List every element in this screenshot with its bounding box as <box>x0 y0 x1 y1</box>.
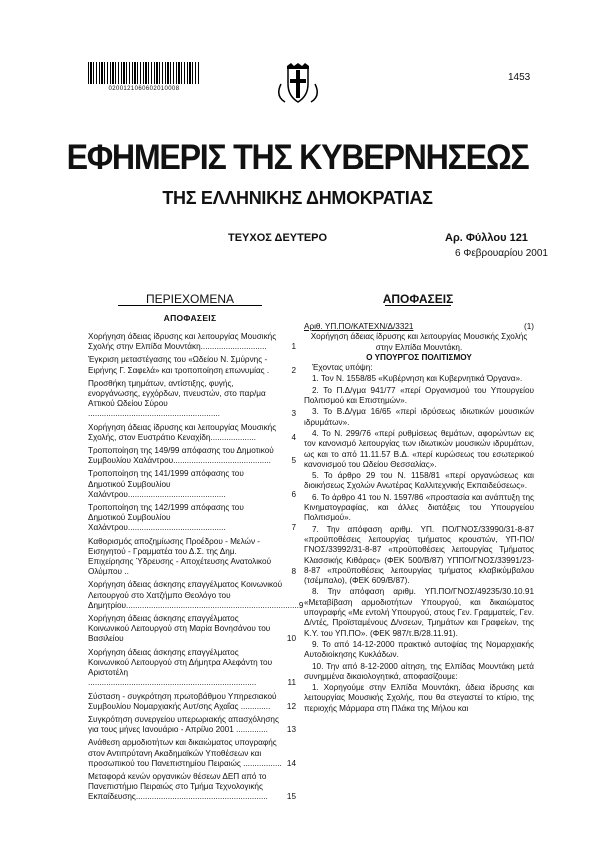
toc-item-page: 14 <box>286 758 296 768</box>
decision-paragraph: 3. Το Β.Δ/γμα 16/65 «περί ιδρύσεως ιδιωτικών μουσικών ιδρυμάτων». <box>304 407 534 427</box>
toc-item-page: 4 <box>291 432 296 442</box>
toc-item-page: 1 <box>291 342 296 352</box>
toc-item-text: Χορήγηση άδειας άσκησης επαγγέλματος Κοινωνικού Λειτουργού στη Δήμητρα Αλεφάντη του Αριστοτέλη .......................................................................... <box>88 647 273 688</box>
decision-subject: Χορήγηση άδειας ίδρυσης και λειτουργίας Μουσικής Σχολής στην Ελπίδα Μουντάκη. <box>310 332 528 352</box>
contents-heading: ΠΕΡΙΕΧΟΜΕΝΑ <box>145 292 235 306</box>
toc-item-page: 8 <box>291 567 296 577</box>
toc-item[interactable] <box>88 648 296 689</box>
toc-item-text: Χορήγηση άδειας άσκησης επαγγέλματος Κοινωνικού Λειτουργού στο Χατζήμπο Θεολόγο του Δημητρίου............................................................................ <box>88 580 299 610</box>
page-number: 1453 <box>508 72 531 83</box>
decision-body <box>304 322 534 715</box>
decision-paragraph: 4. Το Ν. 299/76 «περί ρυθμίσεως θεμάτων, αφορώντων εις τον κανονισμό λειτουργίας των ιδιωτικών μουσικών ιδρυμάτων, ως και το από 11.11.57 Β.Δ. «περί κυρώσεως του εσωτερικού κανονισμού του Ωδείου Θεσσαλίας». <box>304 428 534 469</box>
toc-item-text: Συγκρότηση συνεργείου υπερωριακής απασχόλησης για τους μήνες Ιανουάριο - Απρίλιο 2001 .............. <box>88 714 279 735</box>
decision-paragraph: 5. Το άρθρο 29 του Ν. 1158/81 «περί οργανώσεως και διοικήσεως Σχολών Ανωτέρας Καλλιτεχνικής Εκπαιδεύσεως». <box>304 471 534 491</box>
sheet-number: Αρ. Φύλλου 121 <box>445 232 528 244</box>
toc-item-text: Προσθήκη τμημάτων, αντίστιξης, φυγής, ενοργάνωσης, εγχόρδων, πνευστών, στο παρ/μα Αττικού Ωδείου Σύρου .......................................................... <box>88 378 266 419</box>
decision-paragraph: 8. Την απόφαση αριθμ. ΥΠ.ΠΟ/ΓΝΟΣ/49235/30.10.91 «Μεταβίβαση αρμοδιοτήτων Υπουργού, και δικαιώματος υπογραφής «Με εντολή Υπουργού, στους Γεν. Γραμματείς, Γεν. Δ/ντές, Προϊσταμένους Δ/νσεων, Τμημάτων και Γραφείων, της Κ.Υ. του ΥΠ.ΠΟ». (ΦΕΚ 987/τ.Β/28.11.91). <box>304 587 534 638</box>
toc-item-text: Χορήγηση άδειας ίδρυσης και λειτουργίας Μουσικής Σχολής στην Ελπίδα Μουντάκη............................. <box>88 332 277 352</box>
toc-item[interactable] <box>88 537 296 578</box>
toc-item-text: Τροποποίηση της 142/1999 απόφασης του Δημοτικού Συμβουλίου Χαλάντρου........................................... <box>88 503 244 533</box>
toc-item-page: 5 <box>291 456 296 466</box>
toc-item[interactable] <box>88 692 296 712</box>
toc-item-page: 2 <box>291 365 296 375</box>
toc-item[interactable] <box>88 738 296 769</box>
table-of-contents <box>88 332 304 806</box>
toc-item-page: 7 <box>291 523 296 533</box>
decision-paragraph: 1. Τον Ν. 1558/85 «Κυβέρνηση και Κυβερνητικά Όργανα». <box>312 374 523 384</box>
issue-date: 6 Φεβρουαρίου 2001 <box>455 248 548 259</box>
considering-line: Έχοντας υπόψη: <box>312 363 373 373</box>
decisions-heading: ΑΠΟΦΑΣΕΙΣ <box>382 292 454 306</box>
toc-item[interactable] <box>88 503 296 534</box>
toc-item-page: 15 <box>286 792 296 802</box>
toc-item-page: 9 <box>298 600 304 610</box>
decision-reference-line <box>304 322 534 332</box>
toc-item-page: 13 <box>286 725 296 735</box>
toc-item-text: Μεταφορά κενών οργανικών θέσεων ΔΕΠ από το Πανεπιστήμιο Πειραιώς στο Τμήμα Τεχνολογικής Εκπαίδευσης.......................................................... <box>88 771 268 802</box>
toc-item[interactable] <box>88 379 296 420</box>
issue-label: ΤΕΥΧΟΣ ΔΕΥΤΕΡΟ <box>228 232 328 244</box>
decision-paragraph: 2. Το Π.Δ/γμα 941/77 «περί Οργανισμού του Υπουργείου Πολιτισμού και Επιστημών». <box>304 385 534 406</box>
toc-item-text: Χορήγηση άδειας άσκησης επαγγέλματος Κοινωνικού Λειτουργού στη Μαρία Βονησάνου του Βασιλείου <box>88 614 271 644</box>
barcode <box>88 62 200 84</box>
toc-item-page: 10 <box>286 634 296 644</box>
toc-item-text: Καθορισμός αποζημίωσης Προέδρου - Μελών - Εισηγητού - Γραμματέα του Δ.Σ. της Δημ. Επιχείρησης Ύδρευσης - Αποχέτευσης Ανατολικού Ολύμπου .. <box>88 536 272 577</box>
toc-item[interactable] <box>88 614 296 645</box>
toc-item-page: 11 <box>287 678 296 688</box>
decision-paragraph: 1. Χορηγούμε στην Ελπίδα Μουντάκη, άδεια ίδρυσης και λειτουργίας Μουσικής Σχολής, που θα στεγαστεί το κτίριο, της περιοχής Μάρμαρα στη Πλάκα της Μήλου και <box>304 683 534 713</box>
toc-item-text: Τροποποίηση της 149/99 απόφασης του Δημοτικού Συμβουλίου Χαλάντρου........................................... <box>88 446 274 466</box>
decision-reference: Αριθ. ΥΠ.ΠΟ/ΚΑΤΕΧΝ/Δ/3321 <box>304 322 414 331</box>
toc-item-text: Τροποποίηση της 141/1999 απόφασης του Δημοτικού Συμβουλίου Χαλάντρου........................................... <box>88 469 244 499</box>
toc-item[interactable] <box>88 469 296 500</box>
decision-paragraph: 9. Το από 14-12-2000 πρακτικό αυτοψίας της Νομαρχιακής Αυτοδιοίκησης Κυκλάδων. <box>304 639 534 660</box>
toc-item-page: 6 <box>291 489 296 499</box>
toc-item[interactable] <box>88 772 296 803</box>
toc-item[interactable] <box>88 423 296 443</box>
contents-divider <box>118 305 262 306</box>
decision-paragraph: 7. Την απόφαση αριθμ. ΥΠ. ΠΟ/ΓΝΟΣ/33990/31-8-87 «προϋποθέσεις λειτουργίας τμήματος κρουστών, ΥΠ-ΠΟ/ΓΝΟΣ/33992/31-8-87 «προϋποθέσεις λειτουργίας Τμήματος Κλασσικής Κιθάρας» (ΦΕΚ 500/Β/87) ΥΠΠΟ/ΓΝΟΣ/33991/23-8-87 «προϋποθέσεις λειτουργίας τμήματος κλαβικύμβαλου (τσέμπαλο), (ΦΕΚ 609/Β/87). <box>304 524 534 586</box>
toc-item-page: 12 <box>286 701 296 711</box>
toc-item-text: Έγκριση μεταστέγασης του «Ωδείου Ν. Σμύρνης - Ειρήνης Γ. Σαφελά» και τροποποίηση επωνυμίας . <box>88 355 270 375</box>
decision-paragraph: 6. Το άρθρο 41 του Ν. 1597/86 «προστασία και ανάπτυξη της Κινηματογραφίας, και άλλες διατάξεις του Υπουργείου Πολιτισμού». <box>304 492 534 523</box>
toc-item[interactable] <box>88 715 296 735</box>
barcode-number: 0200121060602010008 <box>108 86 180 92</box>
decision-paragraph: 10. Την από 8-12-2000 αίτηση, της Ελπίδας Μουντάκη μετά συνημμένα δικαιολογητικά, αποφασίζουμε: <box>304 661 534 681</box>
toc-item[interactable] <box>88 446 296 466</box>
toc-item-page: 3 <box>291 409 296 419</box>
toc-item[interactable] <box>88 355 296 375</box>
contents-subheading: ΑΠΟΦΑΣΕΙΣ <box>163 313 217 323</box>
toc-item[interactable] <box>88 332 296 352</box>
gazette-title: ΕΦΗΜΕΡΙΣ ΤΗΣ ΚΥΒΕΡΝΗΣΕΩΣ <box>66 138 529 177</box>
gazette-subtitle: ΤΗΣ ΕΛΛΗΝΙΚΗΣ ΔΗΜΟΚΡΑΤΙΑΣ <box>162 188 433 208</box>
toc-item[interactable] <box>88 580 304 611</box>
toc-item-text: Ανάθεση αρμοδιοτήτων και δικαιώματος υπογραφής στον Αντιπρύτανη Ακαδημαϊκών Υποθέσεων και προσωπικού του Πανεπιστημίου Πειραιώς ................. <box>88 738 282 768</box>
coat-of-arms-icon <box>275 62 321 108</box>
decision-number: (1) <box>523 322 534 331</box>
decisions-divider <box>385 305 451 306</box>
minister-title: Ο ΥΠΟΥΡΓΟΣ ΠΟΛΙΤΙΣΜΟΥ <box>366 352 472 362</box>
toc-item-text: Χορήγηση άδειας ίδρυσης και λειτουργίας Μουσικής Σχολής, στον Ευστράτιο Κεναχίδη.................... <box>88 422 277 442</box>
toc-item-text: Σύσταση - συγκρότηση πρωτοβάθμου Υπηρεσιακού Συμβουλίου Νομαρχιακής Αυτ/σης Αχαΐας ............. <box>88 691 277 711</box>
